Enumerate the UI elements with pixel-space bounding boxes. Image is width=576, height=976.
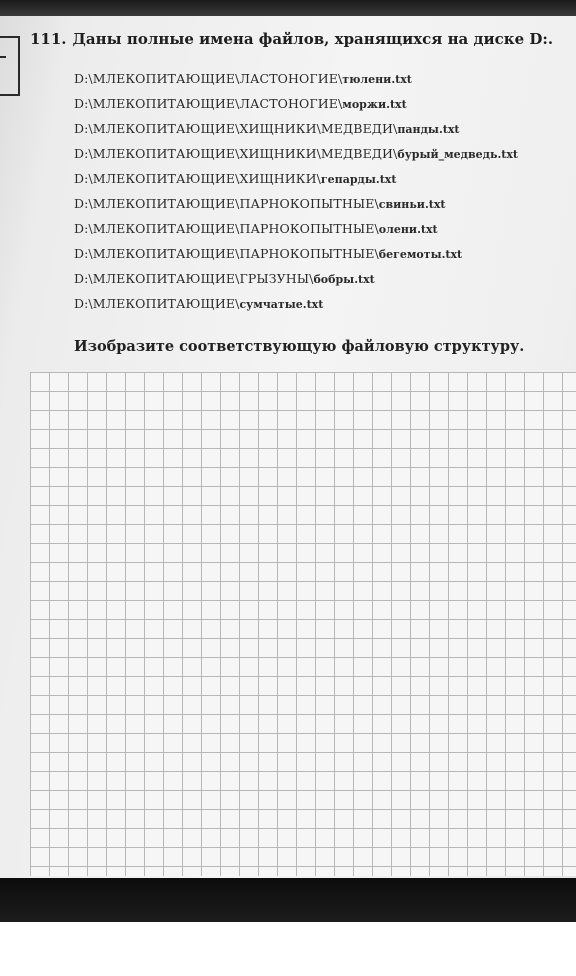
file-path-item [74, 172, 518, 197]
file-path-directory: D:\МЛЕКОПИТАЮЩИЕ\ПАРНОКОПЫТНЫЕ\ [74, 196, 379, 211]
file-path-list [74, 72, 518, 322]
file-path-item [74, 247, 518, 272]
file-path-filename: сумчатые.txt [239, 298, 324, 311]
file-path-filename: моржи.txt [342, 98, 407, 111]
answer-grid [30, 372, 576, 876]
file-path-filename: бурый_медведь.txt [397, 148, 519, 161]
file-path-directory: D:\МЛЕКОПИТАЮЩИЕ\ЛАСТОНОГИЕ\ [74, 71, 343, 86]
file-path-directory: D:\МЛЕКОПИТАЮЩИЕ\ХИЩНИКИ\ [74, 171, 321, 186]
task-text: Даны полные имена файлов, хранящихся на диске D:. [72, 30, 554, 48]
file-path-item [74, 72, 518, 97]
file-path-filename: панды.txt [397, 123, 460, 136]
instruction-text: Изобразите соответствующую файловую структуру. [74, 338, 525, 355]
task-heading [30, 30, 553, 48]
file-path-filename: бегемоты.txt [378, 248, 463, 261]
file-path-filename: свиньи.txt [378, 198, 446, 211]
file-path-filename: бобры.txt [313, 273, 375, 286]
task-number: 111. [30, 30, 67, 48]
top-dark-bar [0, 0, 576, 16]
file-path-directory: D:\МЛЕКОПИТАЮЩИЕ\ГРЫЗУНЫ\ [74, 271, 314, 286]
file-path-directory: D:\МЛЕКОПИТАЮЩИЕ\ [74, 296, 240, 311]
file-path-directory: D:\МЛЕКОПИТАЮЩИЕ\ПАРНОКОПЫТНЫЕ\ [74, 246, 379, 261]
file-path-item [74, 222, 518, 247]
file-path-directory: D:\МЛЕКОПИТАЮЩИЕ\ХИЩНИКИ\МЕДВЕДИ\ [74, 146, 398, 161]
file-path-item [74, 272, 518, 297]
file-path-item [74, 297, 518, 322]
file-path-filename: олени.txt [378, 223, 438, 236]
file-path-item [74, 97, 518, 122]
file-path-item [74, 147, 518, 172]
file-path-filename: гепарды.txt [320, 173, 397, 186]
file-path-directory: D:\МЛЕКОПИТАЮЩИЕ\ХИЩНИКИ\МЕДВЕДИ\ [74, 121, 398, 136]
file-path-directory: D:\МЛЕКОПИТАЮЩИЕ\ЛАСТОНОГИЕ\ [74, 96, 343, 111]
file-path-item [74, 122, 518, 147]
left-margin-mark [0, 56, 6, 58]
textbook-page [0, 16, 576, 880]
bottom-dark-bar [0, 878, 576, 922]
file-path-filename: тюлени.txt [342, 73, 412, 86]
file-path-item [74, 197, 518, 222]
file-path-directory: D:\МЛЕКОПИТАЮЩИЕ\ПАРНОКОПЫТНЫЕ\ [74, 221, 379, 236]
left-margin-frame [0, 36, 20, 96]
